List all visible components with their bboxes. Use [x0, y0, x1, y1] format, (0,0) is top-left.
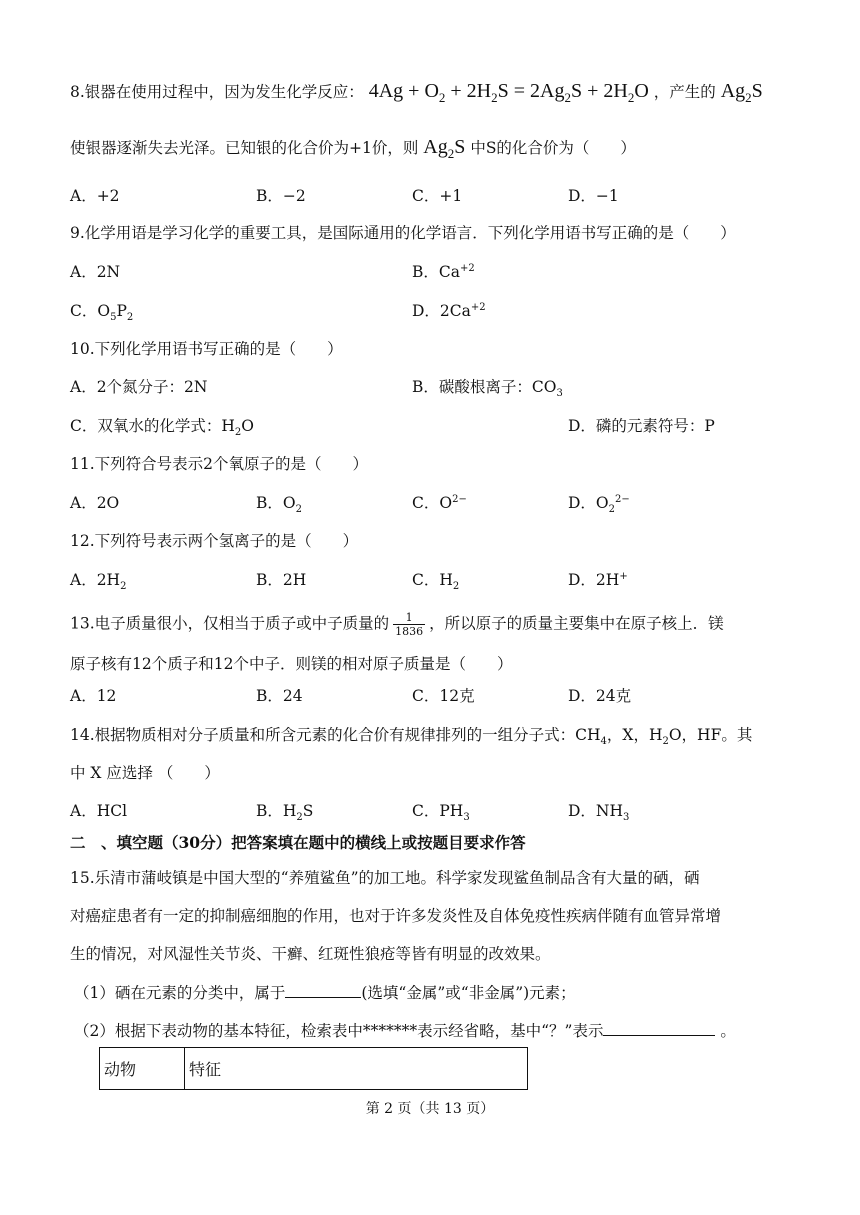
q9-option-c: C．$O_5P_2$: [70, 302, 134, 324]
q15-sub2: （2）根据下表动物的基本特征，检索表中*******表示经省略，基中“？”表示 。: [74, 1019, 800, 1041]
table-header-feature: 特征: [185, 1048, 528, 1090]
q13-option-d: D．24克: [568, 687, 632, 705]
q13-line1: 13.电子质量很小，仅相当于质子或中子质量的 $\frac{1}{1836}$ ，所以原子的质量主要集中在原子核上．镁: [70, 611, 724, 638]
q15-line1: 15.乐清市蒲岐镇是中国大型的“养殖鲨鱼”的加工地。科学家发现鲨鱼制品含有大量的硒，硒: [70, 869, 700, 887]
q10-option-c: C．双氧水的化学式：$H_2O$: [70, 417, 254, 439]
q9-option-a: A．2N: [70, 263, 121, 281]
q8-option-b: B．−2: [256, 187, 306, 205]
q15-line2: 对癌症患者有一定的抑制癌细胞的作用，也对于许多发炎性及自体免疫性疾病伴随有血管异常增: [70, 907, 722, 925]
q13-option-b: B．24: [256, 687, 303, 705]
q11-stem: 11.下列符合号表示2个氧原子的是（ ）: [70, 455, 369, 473]
q9-stem: 9.化学用语是学习化学的重要工具，是国际通用的化学语言．下列化学用语书写正确的是（ ）: [70, 224, 736, 242]
q12-option-b: B．2H: [256, 571, 307, 589]
q8-ag2s-formula-2: $Ag_2S$: [423, 136, 466, 161]
q8-line2-prefix: 使银器逐渐失去光泽。已知银的化合价为+1价，则: [70, 139, 419, 157]
q10-option-b: B．碳酸根离子：$CO_3$: [412, 378, 563, 400]
q8-line2: [70, 136, 800, 159]
q12-option-c: C．$H_2$: [412, 571, 460, 593]
q10-option-a: A．2个氮分子：2N: [70, 378, 208, 396]
page-footer: 第 2 页（共 13 页）: [365, 1101, 495, 1117]
q8-option-d: D．−1: [568, 187, 619, 205]
q15-line3: 生的情况，对风湿性关节炎、干癣、红斑性狼疮等皆有明显的改效果。: [70, 945, 551, 963]
q14-option-a: A．HCl: [70, 802, 128, 820]
animal-key-table: [99, 1047, 528, 1090]
q13-line2: 原子核有12个质子和12个中子．则镁的相对原子质量是（ ）: [70, 655, 513, 673]
q8-equation: $4Ag + O_2 + 2H_2S = 2Ag_2S + 2H_2O$: [368, 80, 649, 105]
q8-option-c: C．+1: [412, 187, 463, 205]
table-header-animal: 动物: [100, 1048, 185, 1090]
q14-line2: 中 X 应选择 （ ）: [70, 764, 220, 782]
q8-line2-suffix: 中S的化合价为（ ）: [470, 139, 636, 157]
q10-stem: 10.下列化学用语书写正确的是（ ）: [70, 340, 343, 358]
q15-sub1: （1）硒在元素的分类中，属于 (选填“金属”或“非金属”)元素；: [74, 981, 800, 1003]
q14-option-c: C．$PH_3$: [412, 802, 470, 824]
q12-stem: 12.下列符号表示两个氢离子的是（ ）: [70, 532, 359, 550]
q8-line1-prefix: 8.银器在使用过程中，因为发生化学反应：: [70, 83, 364, 101]
q14-option-d: D．$NH_3$: [568, 802, 630, 824]
q11-option-d: D．$O_2^{2-}$: [568, 493, 630, 516]
q8-line1-suffix: ，产生的: [653, 83, 716, 101]
q12-option-d: D．2H+: [568, 570, 628, 589]
q13-fraction: $\frac{1}{1836}$: [395, 611, 424, 638]
q10-option-d: D．磷的元素符号：P: [568, 417, 715, 435]
q11-option-b: B．$O_2$: [256, 494, 302, 516]
q15-sub1-blank[interactable]: [285, 981, 361, 998]
q11-option-a: A．2O: [70, 494, 120, 512]
q12-option-a: A．$2H_2$: [70, 571, 127, 593]
q9-option-d: D．$2Ca^{+2}$: [412, 301, 486, 320]
q9-option-b: B．$Ca^{+2}$: [412, 262, 475, 281]
section2-title: 二 、填空题（30分）把答案填在题中的横线上或按题目要求作答: [70, 833, 526, 852]
q14-line1: 14.根据物质相对分子质量和所含元素的化合价有规律排列的一组分子式：$CH_4$，X，$H_2O$，HF。其: [70, 726, 753, 748]
q11-option-c: C．$O^{2-}$: [412, 493, 467, 512]
q13-option-c: C．12克: [412, 687, 475, 705]
q8-line1: [70, 80, 800, 103]
q8-option-a: A．+2: [70, 187, 120, 205]
q15-sub2-blank[interactable]: [603, 1019, 715, 1036]
q8-ag2s-formula: $Ag_2S$: [720, 80, 763, 105]
q14-option-b: B．$H_2S$: [256, 802, 314, 824]
q13-option-a: A．12: [70, 687, 117, 705]
